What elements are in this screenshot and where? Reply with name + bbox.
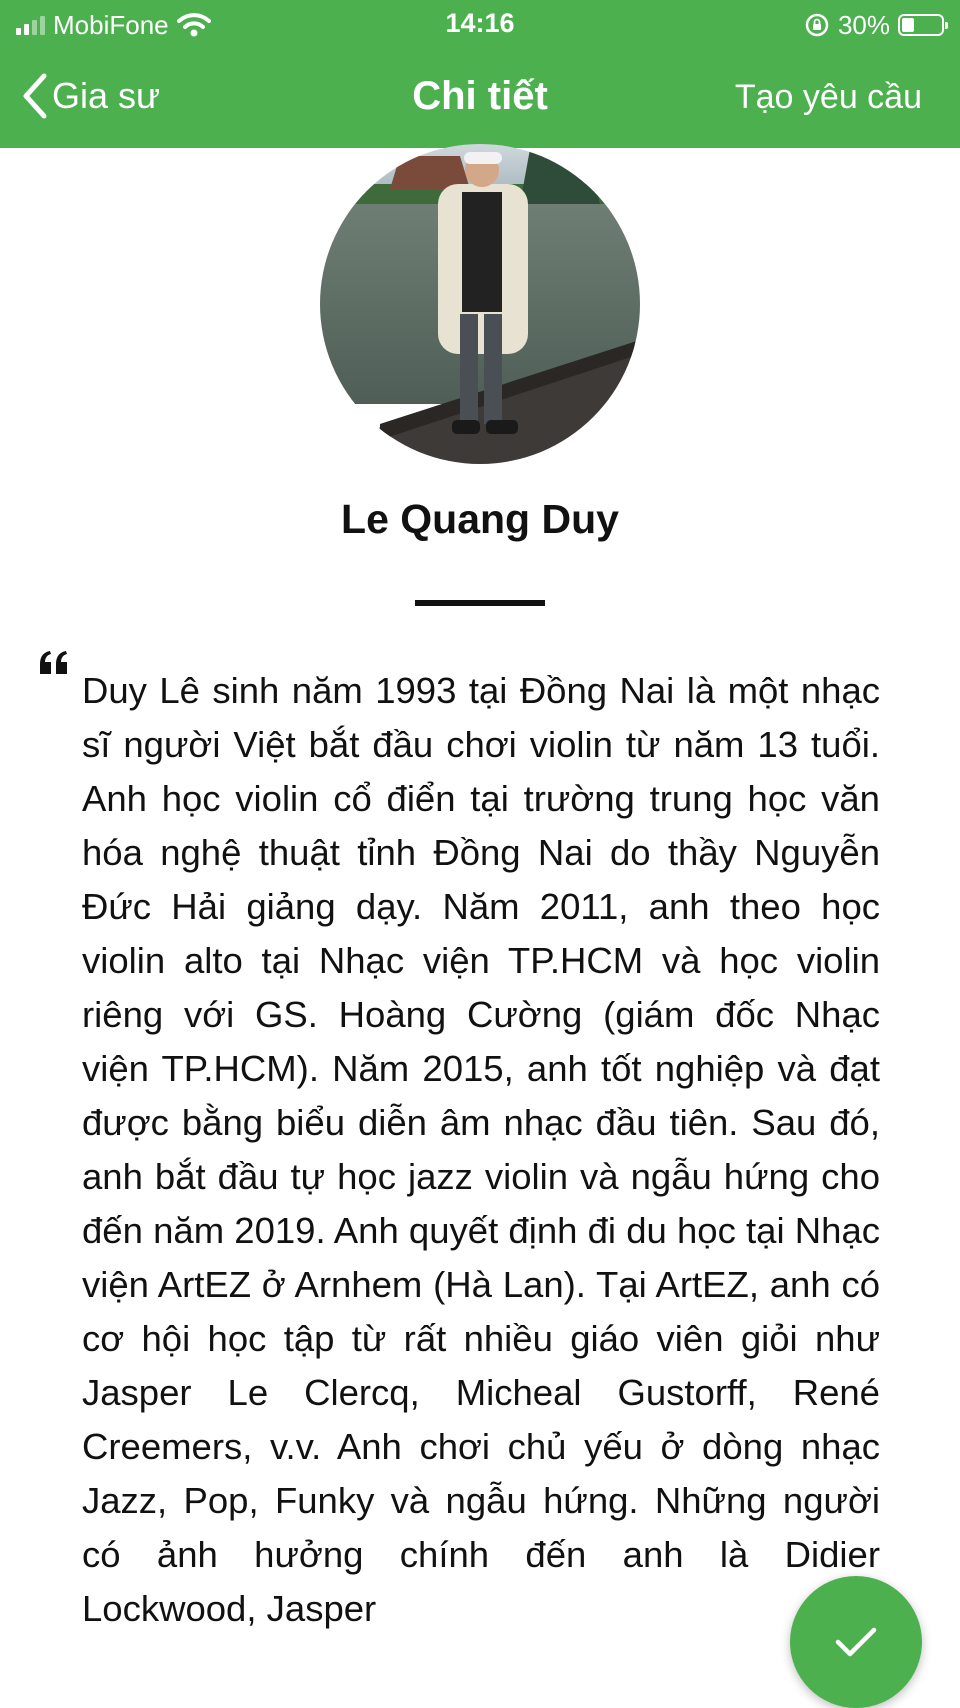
tutor-name: Le Quang Duy xyxy=(341,496,619,542)
battery-icon xyxy=(898,14,944,36)
status-right xyxy=(804,8,944,42)
battery-percent: 30% xyxy=(837,9,890,40)
top-bar xyxy=(0,0,960,148)
avatar xyxy=(320,144,640,464)
rotation-lock-icon xyxy=(804,12,830,38)
check-icon xyxy=(834,1625,878,1659)
status-time: 14:16 xyxy=(445,8,515,38)
quote-icon xyxy=(38,650,70,676)
carrier-name: MobiFone xyxy=(53,9,169,40)
tutor-bio: Duy Lê sinh năm 1993 tại Đồng Nai là một nhạc sĩ người Việt bắt đầu chơi violin từ năm 13 tuổi. Anh học violin cổ điển tại trường trung học văn hóa nghệ thuật tỉnh Đồng Nai do thầy Nguyễn Đức Hải giảng dạy. Năm 2011, anh theo học violin alto tại Nhạc viện TP.HCM và học violin riêng với GS. Hoàng Cường (giám đốc Nhạc viện TP.HCM). Năm 2015, anh tốt nghiệp và đạt được bằng biểu diễn âm nhạc đầu tiên. Sau đó, anh bắt đầu tự học jazz violin và ngẫu hứng cho đến năm 2019. Anh quyết định đi du học tại Nhạc viện ArtEZ ở Arnhem (Hà Lan). Tại ArtEZ, anh có cơ hội học tập từ rất nhiều giáo viên giỏi như Jasper Le Clercq, Micheal Gustorff, René Creemers, v.v. Anh chơi chủ yếu ở dòng nhạc Jazz, Pop, Funky và ngẫu hứng. Những người có ảnh hưởng chính đến anh là Didier Lockwood, Jasper xyxy=(82,670,880,1629)
name-divider xyxy=(415,600,545,606)
navigation-bar xyxy=(0,52,960,142)
page-title: Chi tiết xyxy=(412,74,548,118)
create-request-button[interactable]: Tạo yêu cầu xyxy=(734,78,922,116)
confirm-button[interactable] xyxy=(790,1576,922,1708)
status-bar xyxy=(0,0,960,48)
back-label: Gia sư xyxy=(52,75,161,116)
